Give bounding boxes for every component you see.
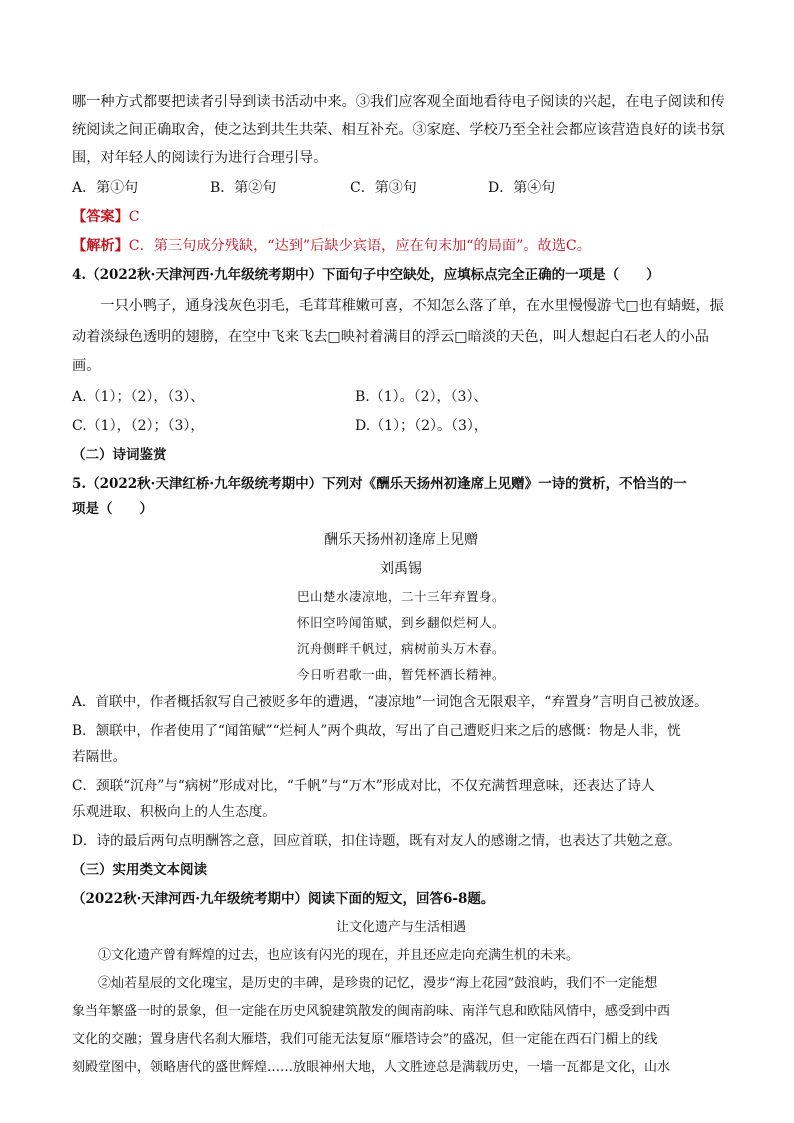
q4-option-b: B.（1）。（2），（3）、 [355, 389, 488, 405]
q3-option-d: D．第④句 [488, 180, 556, 196]
poem-line: 怀旧空吟闻笛赋，到乡翻似烂柯人。 [296, 615, 505, 630]
poem-author: 刘禹锡 [380, 561, 422, 577]
q4-option-d: D.（1）；（2）。（3）， [355, 418, 488, 434]
q4-options-row1 [72, 383, 730, 412]
q5-option-b: B．颔联中，作者使用了“闻笛赋”“烂柯人”两个典故，写出了自己遭贬归来之后的感慨：物是人非，恍 [72, 723, 681, 739]
q5-option-c: C．颈联“沉舟”与“病树”形成对比，“千帆”与“万木”形成对比，不仅充满哲理意味，还表达了诗人 [72, 778, 655, 794]
q5-option-c-cont: 乐观进取、积极向上的人生态度。 [72, 804, 276, 820]
passage-line: 哪一种方式都要把读者引导到读书活动中来。③我们应客观全面地看待电子阅读的兴起，在电子阅读和传 [72, 94, 725, 110]
q5-stem: 5.（2022秋·天津红桥·九年级统考期中）下列对《酬乐天扬州初逢席上见赠》一诗的赏析，不恰当的一 [72, 476, 687, 492]
poem-line: 沉舟侧畔千帆过，病树前头万木春。 [296, 641, 505, 656]
q4-option-c: C.（1），（2）；（3）， [72, 418, 205, 434]
q5-stem: 项是（ ） [72, 501, 153, 517]
passage-continuation [72, 88, 730, 173]
article-paragraph: ②灿若星辰的文化瑰宝，是历史的丰碑，是珍贵的记忆，漫步“海上花园”鼓浪屿，我们不一定能想 [98, 976, 658, 991]
passage-line: 围，对年轻人的阅读行为进行合理引导。 [72, 150, 328, 166]
q4-text-line: 动着淡绿色透明的翅膀，在空中飞来飞去□映衬着满目的浮云□暗淡的天色，叫人想起白石老人的小品画。 [72, 329, 709, 374]
q4-stem: 4.（2022秋·天津河西·九年级统考期中）下面句子中空缺处，应填标点完全正确的一项是（ ） [72, 267, 660, 283]
q5-option-a: A．首联中，作者概括叙写自己被贬多年的遭遇，“凄凉地”一词饱含无限艰辛，“弃置身”言明自己被放逐。 [72, 694, 708, 710]
section-heading: （三）实用类文本阅读 [72, 862, 207, 878]
q4-options-row2 [72, 412, 730, 441]
document-page [72, 86, 730, 1082]
article [72, 914, 730, 1082]
q4-option-a: A.（1）；（2），（3）、 [72, 389, 205, 405]
q3-option-b: B．第②句 [210, 180, 277, 196]
answer-value: C [128, 209, 140, 225]
article-title: 让文化遗产与生活相遇 [335, 920, 466, 935]
q3-option-a: A．第①句 [72, 180, 139, 196]
q3-option-c: C．第③句 [350, 180, 417, 196]
poem-line: 巴山楚水凄凉地，二十三年弃置身。 [296, 589, 505, 604]
q5-option-b-cont: 若隔世。 [72, 749, 127, 765]
q3-options [72, 174, 730, 203]
section-heading: （二）诗词鉴赏 [72, 447, 167, 463]
q3-answer [72, 203, 730, 232]
article-paragraph-line: 文化的交融；置身唐代名刹大雁塔，我们可能无法复原“雁塔诗会”的盛况，但一定能在西石门楣上的线 [72, 1032, 658, 1047]
q4-text-line: 一只小鸭子，通身浅灰色羽毛，毛茸茸稚嫩可喜，不知怎么落了单，在水里慢慢游弋□也有蜻蜓，振 [100, 298, 724, 314]
poem-line: 今日听君歌一曲，暂凭杯酒长精神。 [296, 667, 505, 682]
analysis-tag: 【解析】 [72, 238, 129, 254]
q6-stem: （2022秋·天津河西·九年级统考期中）阅读下面的短文，回答6-8题。 [72, 891, 495, 907]
article-paragraph: ①文化遗产曾有辉煌的过去，也应该有闪光的现在，并且还应走向充满生机的未来。 [98, 948, 580, 963]
article-paragraph-line: 象当年繁盛一时的景象，但一定能在历史风貌建筑散发的闽南韵味、南洋气息和欧陆风情中，感受到中西 [72, 1004, 671, 1019]
passage-line: 统阅读之间正确取舍，使之达到共生共荣、相互补充。③家庭、学校乃至全社会都应该营造良好的读书氛 [72, 122, 725, 138]
article-paragraph-line: 刻殿堂图中，领略唐代的盛世辉煌……放眼神州大地，人文胜迹总是满载历史，一墙一瓦都是文化，山水 [72, 1060, 671, 1075]
poem-title: 酬乐天扬州初逢席上见赠 [324, 532, 478, 548]
q5-option-d: D．诗的最后两句点明酬答之意，回应首联，扣住诗题，既有对友人的感谢之情，也表达了共勉之意。 [72, 833, 682, 849]
q3-analysis [72, 232, 730, 261]
analysis-text: C．第三句成分残缺，“达到”后缺少宾语，应在句末加“的局面”。故选C。 [128, 238, 591, 254]
poem-body [72, 584, 730, 688]
answer-tag: 【答案】 [72, 209, 129, 225]
